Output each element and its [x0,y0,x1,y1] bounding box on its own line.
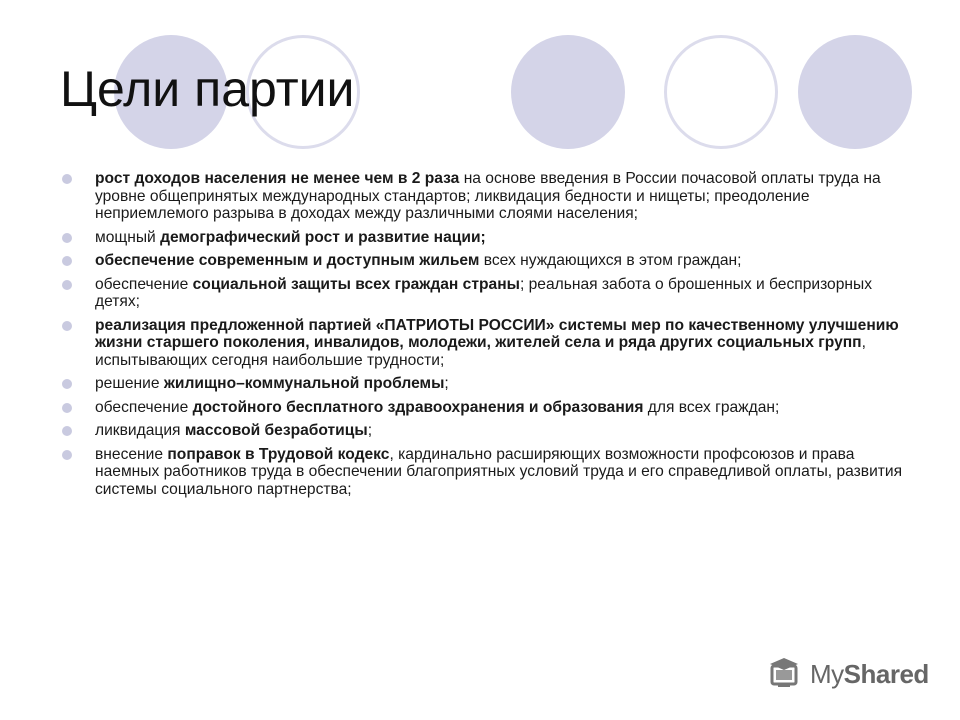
bullet-dot-icon [62,450,72,460]
logo-text [810,659,929,690]
bullet-item [62,375,912,393]
bullet-item [62,446,912,499]
mortarboard-screen-icon [768,656,804,692]
bullet-item [62,276,912,311]
bullet-text-regular: решение [95,375,164,392]
bullet-dot-icon [62,280,72,290]
logo-text-shared: Shared [843,658,929,689]
bullet-dot-icon [62,379,72,389]
bullet-text-bold: достойного бесплатного здравоохранения и образования [192,398,644,416]
bullet-text-regular: обеспечение [95,275,193,293]
bullet-dot-icon [62,403,72,413]
bullet-text [95,446,912,499]
bullet-text-bold: демографический рост и развитие нации; [160,228,486,246]
bullet-text-regular: ; реальная забота о брошенных и беспризорных детях; [95,275,873,310]
bullet-text-bold: обеспечение современным и доступным жильем [95,252,480,269]
bullet-list [62,170,912,504]
bullet-text-regular: ; [444,375,449,392]
bullet-text-regular: для всех граждан; [643,398,780,416]
bullet-text-regular: ликвидация [95,422,185,439]
bullet-text [95,399,912,417]
bullet-item [62,229,912,247]
bullet-text [95,375,912,393]
bullet-text [95,229,912,247]
bullet-text [95,317,912,370]
bullet-item [62,317,912,370]
bullet-text [95,170,912,223]
bullet-dot-icon [62,174,72,184]
bullet-dot-icon [62,256,72,266]
slide-title: Цели партии [60,61,355,117]
bullet-text-bold: реализация предложенной партией «ПАТРИОТЫ РОССИИ» системы мер по качественному улучшению жизни старшего поколения, инвалидов, молодежи, жителей села и ряда других социальных групп [95,316,899,351]
decor-circle-3 [511,35,625,149]
bullet-text-regular: ; [367,422,373,439]
bullet-text-bold: массовой безработицы [184,422,368,439]
bullet-text-regular: мощный [95,228,161,246]
bullet-text-regular: внесение [95,445,168,463]
mysharedlogo [768,656,929,692]
bullet-text-bold: социальной защиты всех граждан страны [192,275,520,293]
bullet-text-regular: , кардинально расширяющих возможности профсоюзов и права наемных работников труда в обеспечении благоприятных условий труда и его справедливой оплаты, развития системы социального партнерства; [95,445,903,498]
bullet-text-bold: поправок в Трудовой кодекс [167,445,390,463]
bullet-item [62,170,912,223]
bullet-text [95,422,912,440]
bullet-text-regular: на основе введения в России почасовой оплаты труда на уровне общепринятых международных стандартов; ликвидация бедности и нищеты; преодоление неприемлемого разрыва в доходах между различными слоями населения; [95,170,881,222]
bullet-text-regular: всех нуждающихся в этом граждан; [479,252,742,269]
logo-text-my: My [810,658,844,689]
bullet-text-regular: обеспечение [95,398,193,416]
bullet-item [62,422,912,440]
bullet-text-regular: , испытывающих сегодня наибольшие трудности; [95,334,866,369]
bullet-item [62,399,912,417]
bullet-dot-icon [62,233,72,243]
bullet-text [95,276,912,311]
bullet-dot-icon [62,426,72,436]
decor-circle-5 [798,35,912,149]
bullet-dot-icon [62,321,72,331]
decor-circle-4 [664,35,778,149]
bullet-text [95,252,912,270]
bullet-text-bold: жилищно–коммунальной проблемы [163,375,445,392]
bullet-text-bold: рост доходов населения не менее чем в 2 раза [95,170,460,187]
bullet-item [62,252,912,270]
